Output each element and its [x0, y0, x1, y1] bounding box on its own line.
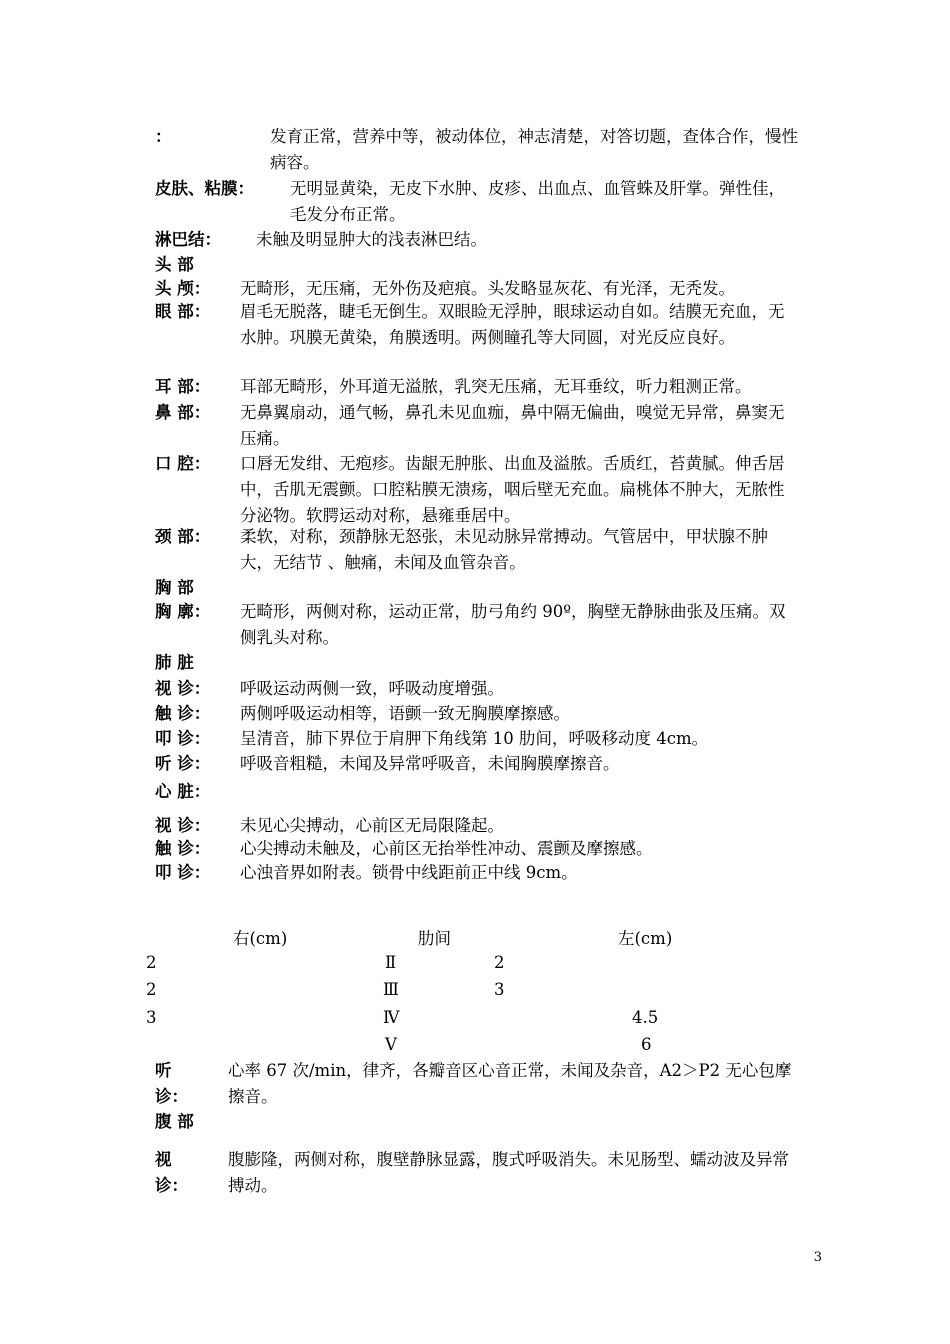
- lung-palpation-label: 触 诊：: [155, 704, 211, 723]
- heart-percussion-label: 叩 诊：: [155, 863, 211, 882]
- lung-section-heading: 肺 脏: [155, 653, 194, 672]
- table-cell-left: 6: [641, 1035, 652, 1054]
- table-cell-left: 2: [494, 953, 505, 972]
- table-cell-space: Ⅱ: [385, 953, 397, 972]
- heart-section-heading: 心 脏：: [155, 782, 211, 801]
- abdomen-section-heading: 腹 部: [155, 1112, 194, 1131]
- table-cell-space: Ⅳ: [383, 1008, 400, 1027]
- heart-inspection-text: 未见心尖搏动，心前区无局限隆起。: [240, 816, 504, 835]
- lung-palpation-text: 两侧呼吸运动相等，语颤一致无胸膜摩擦感。: [240, 704, 570, 723]
- heart-auscultation-text: 心率 67 次/min，律齐，各瓣音区心音正常，未闻及杂音，A2＞P2 无心包摩擦音。: [228, 1061, 792, 1106]
- nose-label: 鼻 部：: [155, 403, 211, 422]
- table-cell-left: 4.5: [632, 1008, 659, 1027]
- lymph-label: 淋巴结：: [155, 230, 221, 249]
- general-text: 发育正常，营养中等，被动体位，神志清楚，对答切题，查体合作，慢性病容。: [270, 127, 798, 172]
- heart-palpation-text: 心尖搏动未触及，心前区无抬举性冲动、震颤及摩擦感。: [240, 839, 653, 858]
- heart-auscultation-label-1: 听: [155, 1061, 172, 1080]
- abdomen-inspection-label-1: 视: [155, 1150, 172, 1169]
- head-section-heading: 头 部: [155, 255, 194, 274]
- abdomen-inspection-text: 腹膨隆，两侧对称，腹壁静脉显露，腹式呼吸消失。未见肠型、蠕动波及异常 搏动。: [228, 1150, 789, 1195]
- skull-label: 头 颅：: [155, 279, 211, 298]
- table-cell-right: 3: [146, 1008, 157, 1027]
- lung-inspection-text: 呼吸运动两侧一致，呼吸动度增强。: [240, 679, 504, 698]
- heart-auscultation-label-2: 诊：: [155, 1087, 188, 1106]
- neck-label: 颈 部：: [155, 527, 211, 546]
- skin-label: 皮肤、粘膜：: [155, 179, 254, 198]
- heart-percussion-text: 心浊音界如附表。锁骨中线距前正中线 9cm。: [240, 863, 578, 882]
- eyes-label: 眼 部：: [155, 302, 211, 321]
- chest-section-heading: 胸 部: [155, 578, 194, 597]
- ears-label: 耳 部：: [155, 377, 211, 396]
- lung-auscultation-label: 听 诊：: [155, 754, 211, 773]
- heart-palpation-label: 触 诊：: [155, 839, 211, 858]
- page-number: 3: [813, 1250, 822, 1265]
- lung-percussion-label: 叩 诊：: [155, 729, 211, 748]
- lung-auscultation-text: 呼吸音粗糙，未闻及异常呼吸音，未闻胸膜摩擦音。: [240, 754, 620, 773]
- heart-inspection-label: 视 诊：: [155, 816, 211, 835]
- table-cell-right: 2: [146, 980, 157, 999]
- thorax-label: 胸 廓：: [155, 602, 211, 621]
- thorax-text: 无畸形，两侧对称，运动正常，肋弓角约 90º，胸壁无静脉曲张及压痛。双侧乳头对称。: [240, 602, 786, 647]
- lung-percussion-text: 呈清音，肺下界位于肩胛下角线第 10 肋间，呼吸移动度 4cm。: [240, 729, 709, 748]
- table-header-right: 右(cm): [233, 929, 288, 948]
- table-header-left: 左(cm): [618, 929, 673, 948]
- nose-text: 无鼻翼扇动，通气畅，鼻孔未见血痂，鼻中隔无偏曲，嗅觉无异常，鼻窦无压痛。: [240, 403, 785, 448]
- general-label: ：: [155, 127, 172, 146]
- abdomen-inspection-label-2: 诊：: [155, 1176, 188, 1195]
- eyes-text: 眉毛无脱落，睫毛无倒生。双眼睑无浮肿，眼球运动自如。结膜无充血，无水肿。巩膜无黄染，角膜透明。两侧瞳孔等大同圆，对光反应良好。: [240, 302, 785, 347]
- skin-text: 无明显黄染，无皮下水肿、皮疹、出血点、血管蛛及肝掌。弹性佳，毛发分布正常。: [290, 179, 785, 224]
- table-cell-space: Ⅲ: [383, 980, 399, 999]
- table-cell-right: 2: [146, 953, 157, 972]
- table-cell-space: Ⅴ: [385, 1035, 397, 1054]
- lymph-text: 未触及明显肿大的浅表淋巴结。: [256, 230, 487, 249]
- ears-text: 耳部无畸形，外耳道无溢脓，乳突无压痛，无耳垂纹，听力粗测正常。: [240, 377, 752, 396]
- table-header-intercostal: 肋间: [418, 929, 451, 948]
- mouth-text: 口唇无发绀、无疱疹。齿龈无肿胀、出血及溢脓。舌质红，苔黄腻。伸舌居中，舌肌无震颤。口腔粘膜无溃疡，咽后壁无充血。扁桃体不肿大，无脓性分泌物。软腭运动对称，悬雍垂居中。: [240, 454, 785, 525]
- mouth-label: 口 腔：: [155, 454, 211, 473]
- table-cell-left: 3: [494, 980, 505, 999]
- skull-text: 无畸形，无压痛，无外伤及疤痕。头发略显灰花、有光泽，无秃发。: [240, 279, 735, 298]
- neck-text: 柔软，对称，颈静脉无怒张，未见动脉异常搏动。气管居中，甲状腺不肿大，无结节 、触痛，未闻及血管杂音。: [240, 527, 768, 572]
- lung-inspection-label: 视 诊：: [155, 679, 211, 698]
